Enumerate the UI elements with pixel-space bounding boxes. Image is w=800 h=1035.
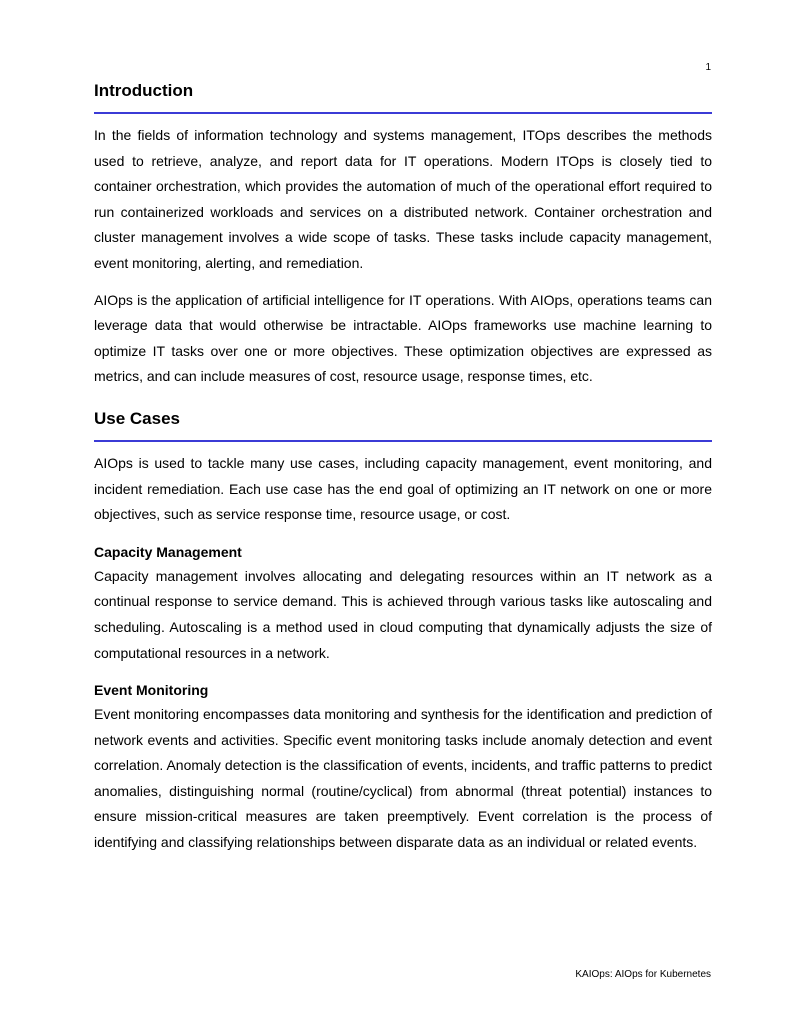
paragraph: Event monitoring encompasses data monitoring and synthesis for the identification and prediction of network events and activities. Specific event monitoring tasks include anomaly detection and event correlation. Anomaly detection is the classification of events, incidents, and traffic patterns to predict anomalies, distinguishing normal (routine/cyclical) from abnormal (threat potential) instances to ensure mission-critical measures are taken preemptively. Event correlation is the process of identifying and classifying relationships between disparate data as an individual or related events. [94, 706, 712, 851]
subsection-title-capacity-management: Capacity Management [94, 543, 242, 560]
paragraph: Capacity management involves allocating and delegating resources within an IT network as a continual response to service demand. This is achieved through various tasks like autoscaling and scheduling. Autoscaling is a method used in cloud computing that dynamically adjusts the size of computational resources in a network. [94, 567, 712, 661]
page-footer: KAIOps: AIOps for Kubernetes [575, 969, 711, 980]
section-title-use-cases: Use Cases [94, 408, 181, 428]
section-title-introduction: Introduction [94, 81, 194, 100]
document-body [94, 79, 712, 867]
subsection-title-event-monitoring: Event Monitoring [94, 682, 209, 699]
section-divider [94, 440, 712, 442]
paragraph: AIOps is used to tackle many use cases, including capacity management, event monitoring, and incident remediation. Each use case has the end goal of optimizing an IT network on one or more objectives, such as service response time, resource usage, or cost. [94, 454, 712, 523]
paragraph: In the fields of information technology and systems management, ITOps describes the methods used to retrieve, analyze, and report data for IT operations. Modern ITOps is closely tied to container orchestration, which provides the automation of much of the operational effort required to run containerized workloads and services on a distributed network. Container orchestration and cluster management involves a wide scope of tasks. These tasks include capacity management, event monitoring, alerting, and remediation. [94, 127, 712, 271]
page-number: 1 [705, 62, 711, 73]
section-divider [94, 112, 712, 114]
paragraph: AIOps is the application of artificial intelligence for IT operations. With AIOps, operations teams can leverage data that would otherwise be intractable. AIOps frameworks use machine learning to optimize IT tasks over one or more objectives. These optimization objectives are expressed as metrics, and can include measures of cost, resource usage, response times, etc. [94, 291, 712, 385]
